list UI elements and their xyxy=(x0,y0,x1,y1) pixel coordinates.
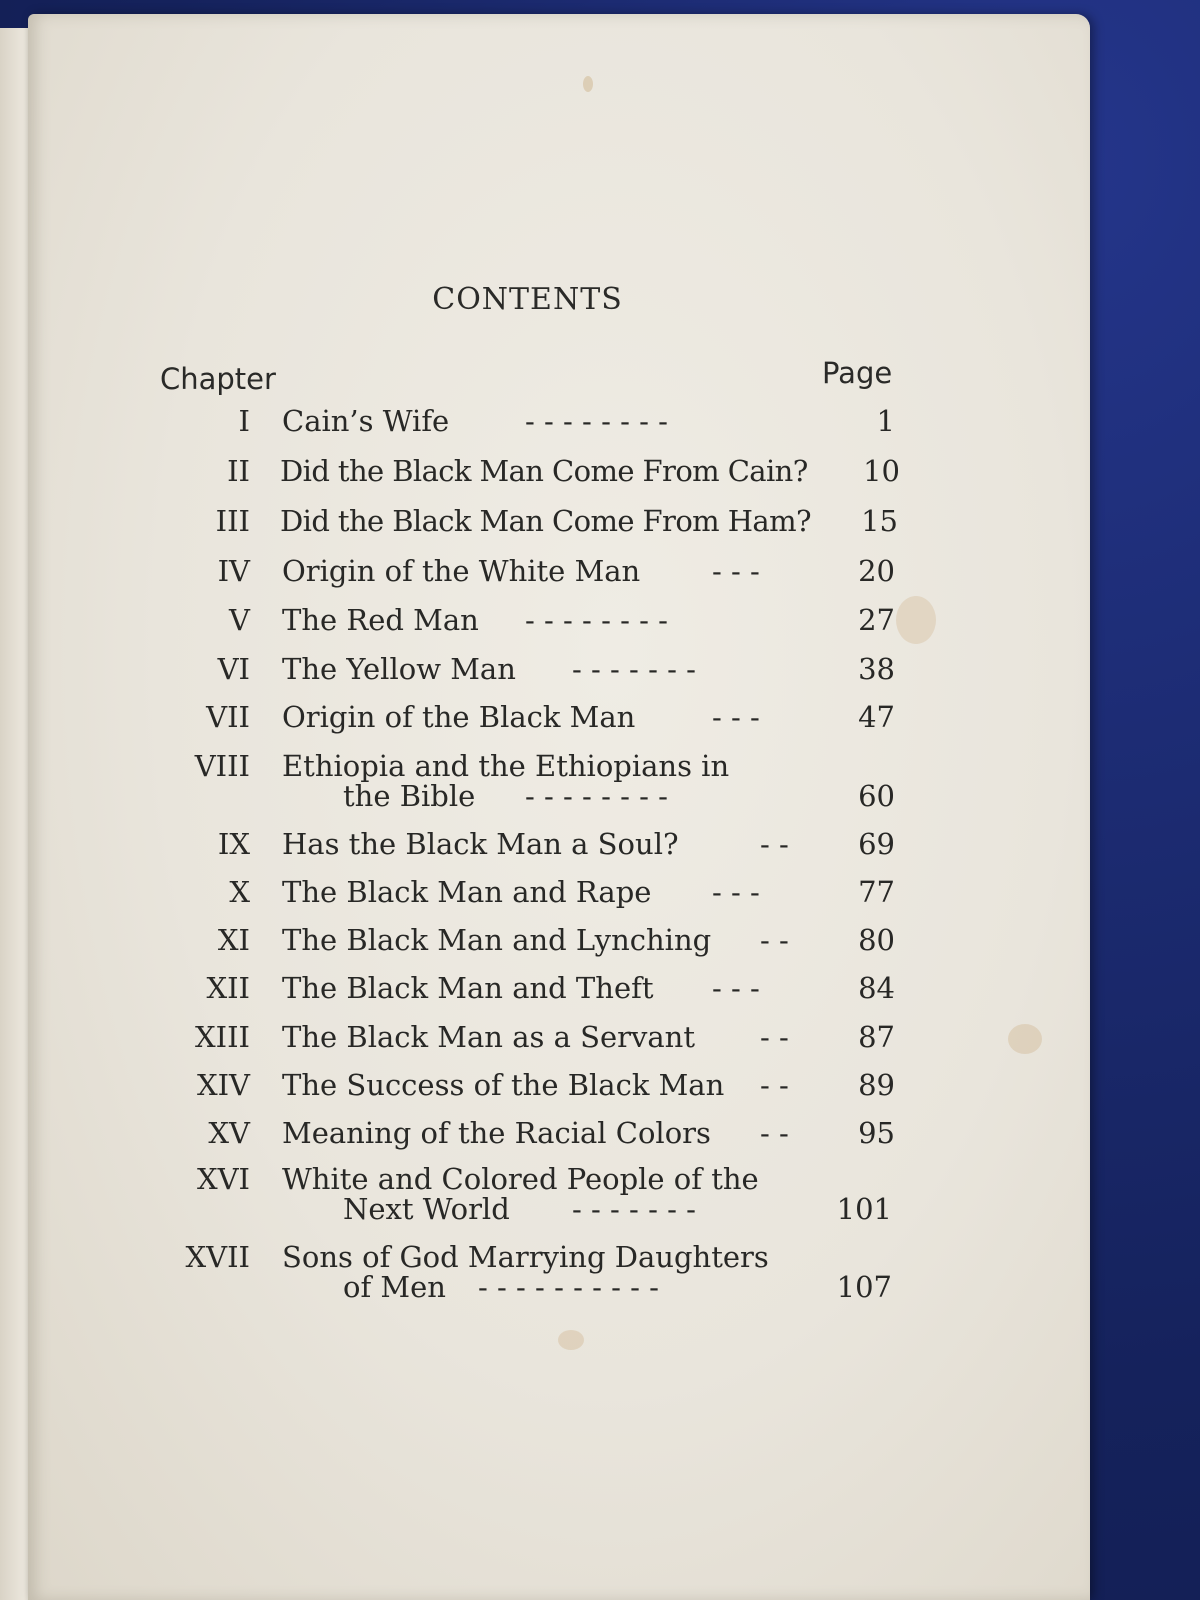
page-number: 47 xyxy=(858,700,895,734)
chapter-title: Did the Black Man Come From Cain? xyxy=(280,454,808,488)
chapter-title: The Yellow Man xyxy=(282,652,516,686)
dot-leader: - - xyxy=(760,923,789,957)
chapter-column-label: Chapter xyxy=(160,362,276,396)
dot-leader: - - - xyxy=(712,554,760,588)
chapter-title: White and Colored People of the xyxy=(282,1162,759,1196)
chapter-title-continued: Next World xyxy=(343,1192,510,1226)
chapter-title-continued: of Men xyxy=(343,1270,446,1304)
dot-leader: - - xyxy=(760,1068,789,1102)
page-number: 77 xyxy=(858,875,895,909)
page-number: 84 xyxy=(858,971,895,1005)
page-number: 95 xyxy=(858,1116,895,1150)
chapter-title: Meaning of the Racial Colors xyxy=(282,1116,711,1150)
dot-leader: - - xyxy=(760,827,789,861)
chapter-title: Did the Black Man Come From Ham? xyxy=(280,504,811,538)
chapter-title: Has the Black Man a Soul? xyxy=(282,827,679,861)
chapter-numeral: VI xyxy=(217,652,250,686)
page-column-label: Page xyxy=(822,356,893,390)
page-number: 69 xyxy=(858,827,895,861)
chapter-title: The Black Man as a Servant xyxy=(282,1020,695,1054)
chapter-title: Cain’s Wife xyxy=(282,404,450,438)
chapter-numeral: XIV xyxy=(196,1068,250,1102)
page-number: 10 xyxy=(863,454,900,488)
page-number: 1 xyxy=(876,404,895,438)
chapter-title-continued: the Bible xyxy=(343,779,476,813)
chapter-numeral: XV xyxy=(208,1116,250,1150)
dot-leader: - - - - - - - xyxy=(572,1192,696,1226)
chapter-numeral: I xyxy=(238,404,250,438)
chapter-title: The Black Man and Lynching xyxy=(282,923,712,957)
dot-leader: - - - xyxy=(712,971,760,1005)
page-number: 101 xyxy=(836,1192,892,1226)
page-number: 80 xyxy=(858,923,895,957)
chapter-title: Ethiopia and the Ethiopians in xyxy=(282,749,730,783)
chapter-numeral: XVII xyxy=(185,1240,250,1274)
chapter-title: The Success of the Black Man xyxy=(282,1068,725,1102)
dot-leader: - - - - - - - - xyxy=(525,603,668,637)
chapter-numeral: V xyxy=(229,603,250,637)
chapter-numeral: X xyxy=(229,875,250,909)
page-number: 38 xyxy=(858,652,895,686)
page-number: 60 xyxy=(858,779,895,813)
dot-leader: - - xyxy=(760,1020,789,1054)
chapter-numeral: IV xyxy=(217,554,250,588)
chapter-title: Origin of the Black Man xyxy=(282,700,636,734)
chapter-title: The Black Man and Theft xyxy=(282,971,654,1005)
dot-leader: - - xyxy=(760,1116,789,1150)
page-number: 89 xyxy=(858,1068,895,1102)
page-number: 15 xyxy=(861,504,898,538)
page-number: 107 xyxy=(836,1270,892,1304)
dot-leader: - - - - - - - - - - xyxy=(478,1270,659,1304)
chapter-numeral: XVI xyxy=(196,1162,250,1196)
chapter-title: The Black Man and Rape xyxy=(282,875,652,909)
chapter-numeral: IX xyxy=(217,827,250,861)
dot-leader: - - - xyxy=(712,875,760,909)
chapter-numeral: III xyxy=(215,504,250,538)
dot-leader: - - - xyxy=(712,700,760,734)
chapter-numeral: XIII xyxy=(194,1020,250,1054)
chapter-numeral: II xyxy=(227,454,250,488)
page-number: 20 xyxy=(858,554,895,588)
chapter-numeral: XII xyxy=(206,971,250,1005)
chapter-numeral: VII xyxy=(206,700,250,734)
chapter-numeral: XI xyxy=(217,923,250,957)
contents-heading: CONTENTS xyxy=(432,282,623,317)
dot-leader: - - - - - - - - xyxy=(525,404,668,438)
page-number: 27 xyxy=(858,603,895,637)
chapter-title: Sons of God Marrying Daughters xyxy=(282,1240,769,1274)
page-number: 87 xyxy=(858,1020,895,1054)
chapter-title: Origin of the White Man xyxy=(282,554,641,588)
chapter-numeral: VIII xyxy=(194,749,250,783)
chapter-title: The Red Man xyxy=(282,603,479,637)
dot-leader: - - - - - - - xyxy=(572,652,696,686)
dot-leader: - - - - - - - - xyxy=(525,779,668,813)
